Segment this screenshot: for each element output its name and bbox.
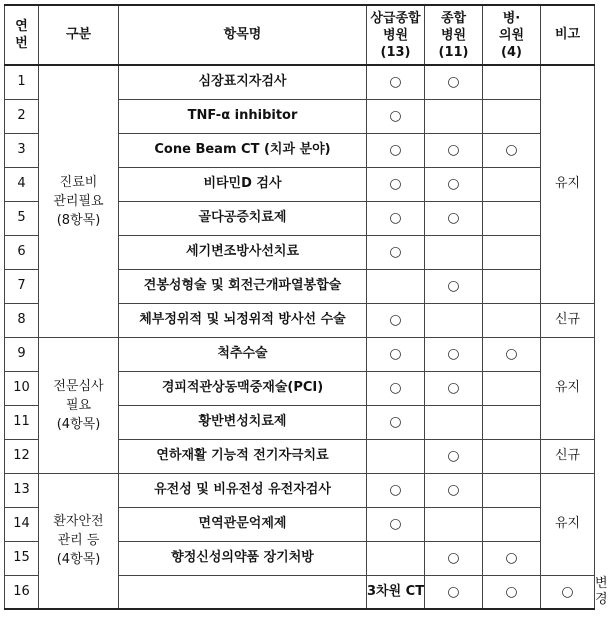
header-tertiary	[367, 5, 425, 65]
header-item: 항목명	[119, 5, 367, 65]
tertiary-mark	[367, 439, 425, 473]
header-clinic	[483, 5, 541, 65]
header-general-line3: (11)	[438, 44, 469, 60]
table-row	[5, 65, 595, 99]
tertiary-mark: ○	[367, 507, 425, 541]
row-no: 12	[5, 439, 39, 473]
item-name: 면역관문억제제	[119, 507, 367, 541]
header-row	[5, 5, 595, 65]
tertiary-mark: ○	[367, 337, 425, 371]
general-mark: ○	[425, 541, 483, 575]
row-no: 2	[5, 99, 39, 133]
item-name: 3차원 CT	[367, 575, 425, 609]
row-no: 9	[5, 337, 39, 371]
category-cell	[39, 473, 119, 609]
tertiary-mark: ○	[367, 405, 425, 439]
clinic-mark	[483, 65, 541, 99]
clinic-mark	[483, 201, 541, 235]
row-no: 8	[5, 303, 39, 337]
tertiary-mark: ○	[367, 235, 425, 269]
header-general-line2: 병원	[440, 27, 467, 43]
row-no: 16	[5, 575, 39, 609]
item-name: 골다공증치료제	[119, 201, 367, 235]
clinic-mark	[483, 167, 541, 201]
item-name: 세기변조방사선치료	[119, 235, 367, 269]
header-clinic-line2: 의원	[498, 27, 525, 43]
row-no: 5	[5, 201, 39, 235]
clinic-mark	[483, 405, 541, 439]
tertiary-mark: ○	[367, 371, 425, 405]
general-mark: ○	[425, 439, 483, 473]
row-no: 1	[5, 65, 39, 99]
tertiary-mark: ○	[367, 201, 425, 235]
header-general	[425, 5, 483, 65]
category-line1: 전문심사	[53, 378, 104, 394]
item-name: 심장표지자검사	[119, 65, 367, 99]
clinic-mark: ○	[541, 575, 595, 609]
general-mark	[425, 405, 483, 439]
general-mark: ○	[425, 65, 483, 99]
audit-items-table	[4, 4, 608, 610]
clinic-mark	[483, 99, 541, 133]
item-name: 유전성 및 비유전성 유전자검사	[119, 473, 367, 507]
row-no: 3	[5, 133, 39, 167]
note-cell: 유지	[541, 337, 595, 439]
category-cell-empty	[119, 575, 367, 609]
item-name: Cone Beam CT (치과 분야)	[119, 133, 367, 167]
item-name: TNF-α inhibitor	[119, 99, 367, 133]
category-cell	[39, 65, 119, 337]
clinic-mark	[483, 439, 541, 473]
row-no: 10	[5, 371, 39, 405]
row-no: 11	[5, 405, 39, 439]
item-name: 척추수술	[119, 337, 367, 371]
general-mark	[425, 99, 483, 133]
clinic-mark	[483, 269, 541, 303]
header-clinic-line3: (4)	[501, 44, 522, 60]
note-cell: 신규	[541, 439, 595, 473]
row-no: 4	[5, 167, 39, 201]
category-line1: 환자안전	[53, 514, 104, 530]
header-category: 구분	[39, 5, 119, 65]
item-name: 체부정위적 및 뇌정위적 방사선 수술	[119, 303, 367, 337]
clinic-mark	[483, 303, 541, 337]
tertiary-mark	[367, 541, 425, 575]
tertiary-mark: ○	[367, 99, 425, 133]
clinic-mark	[483, 235, 541, 269]
tertiary-mark: ○	[367, 65, 425, 99]
general-mark	[425, 235, 483, 269]
category-line2: 필요	[65, 397, 92, 413]
row-no: 7	[5, 269, 39, 303]
tertiary-mark	[367, 269, 425, 303]
general-mark: ○	[425, 269, 483, 303]
tertiary-mark: ○	[367, 303, 425, 337]
row-no: 13	[5, 473, 39, 507]
item-name: 향정신성의약품 장기처방	[119, 541, 367, 575]
category-line3: (8항목)	[56, 212, 101, 228]
tertiary-mark: ○	[367, 167, 425, 201]
general-mark: ○	[425, 371, 483, 405]
item-name: 견봉성형술 및 회전근개파열봉합술	[119, 269, 367, 303]
header-tertiary-line1: 상급종합	[370, 10, 421, 26]
general-mark: ○	[483, 575, 541, 609]
header-tertiary-line3: (13)	[380, 44, 411, 60]
general-mark: ○	[425, 167, 483, 201]
header-clinic-line1: 병·	[502, 10, 521, 26]
clinic-mark	[483, 507, 541, 541]
tertiary-mark: ○	[367, 473, 425, 507]
general-mark: ○	[425, 337, 483, 371]
row-no: 14	[5, 507, 39, 541]
category-line2: 관리필요	[53, 193, 104, 209]
header-no: 연 번	[5, 5, 39, 65]
row-no: 15	[5, 541, 39, 575]
header-note: 비고	[541, 5, 595, 65]
tertiary-mark: ○	[367, 133, 425, 167]
note-cell: 유지	[541, 65, 595, 303]
clinic-mark	[483, 371, 541, 405]
item-name: 황반변성치료제	[119, 405, 367, 439]
clinic-mark: ○	[483, 337, 541, 371]
general-mark	[425, 507, 483, 541]
item-name: 연하재활 기능적 전기자극치료	[119, 439, 367, 473]
note-cell: 신규	[541, 303, 595, 337]
header-general-line1: 종합	[440, 10, 467, 26]
table-row: 16 3차원 CT ○ ○ ○ 변경	[5, 575, 595, 609]
table-row	[5, 473, 595, 507]
header-tertiary-line2: 병원	[382, 27, 409, 43]
tertiary-mark: ○	[425, 575, 483, 609]
general-mark: ○	[425, 473, 483, 507]
note-cell: 유지	[541, 473, 595, 575]
table-row	[5, 337, 595, 371]
category-line3: (4항목)	[56, 416, 101, 432]
category-cell	[39, 337, 119, 473]
item-name: 비타민D 검사	[119, 167, 367, 201]
category-line3: (4항목)	[56, 552, 101, 568]
row-no: 6	[5, 235, 39, 269]
general-mark: ○	[425, 201, 483, 235]
item-name: 경피적관상동맥중재술(PCI)	[119, 371, 367, 405]
category-line1: 진료비	[59, 174, 98, 190]
general-mark: ○	[425, 133, 483, 167]
clinic-mark: ○	[483, 541, 541, 575]
clinic-mark	[483, 473, 541, 507]
clinic-mark: ○	[483, 133, 541, 167]
category-line2: 관리 등	[57, 533, 100, 549]
general-mark	[425, 303, 483, 337]
